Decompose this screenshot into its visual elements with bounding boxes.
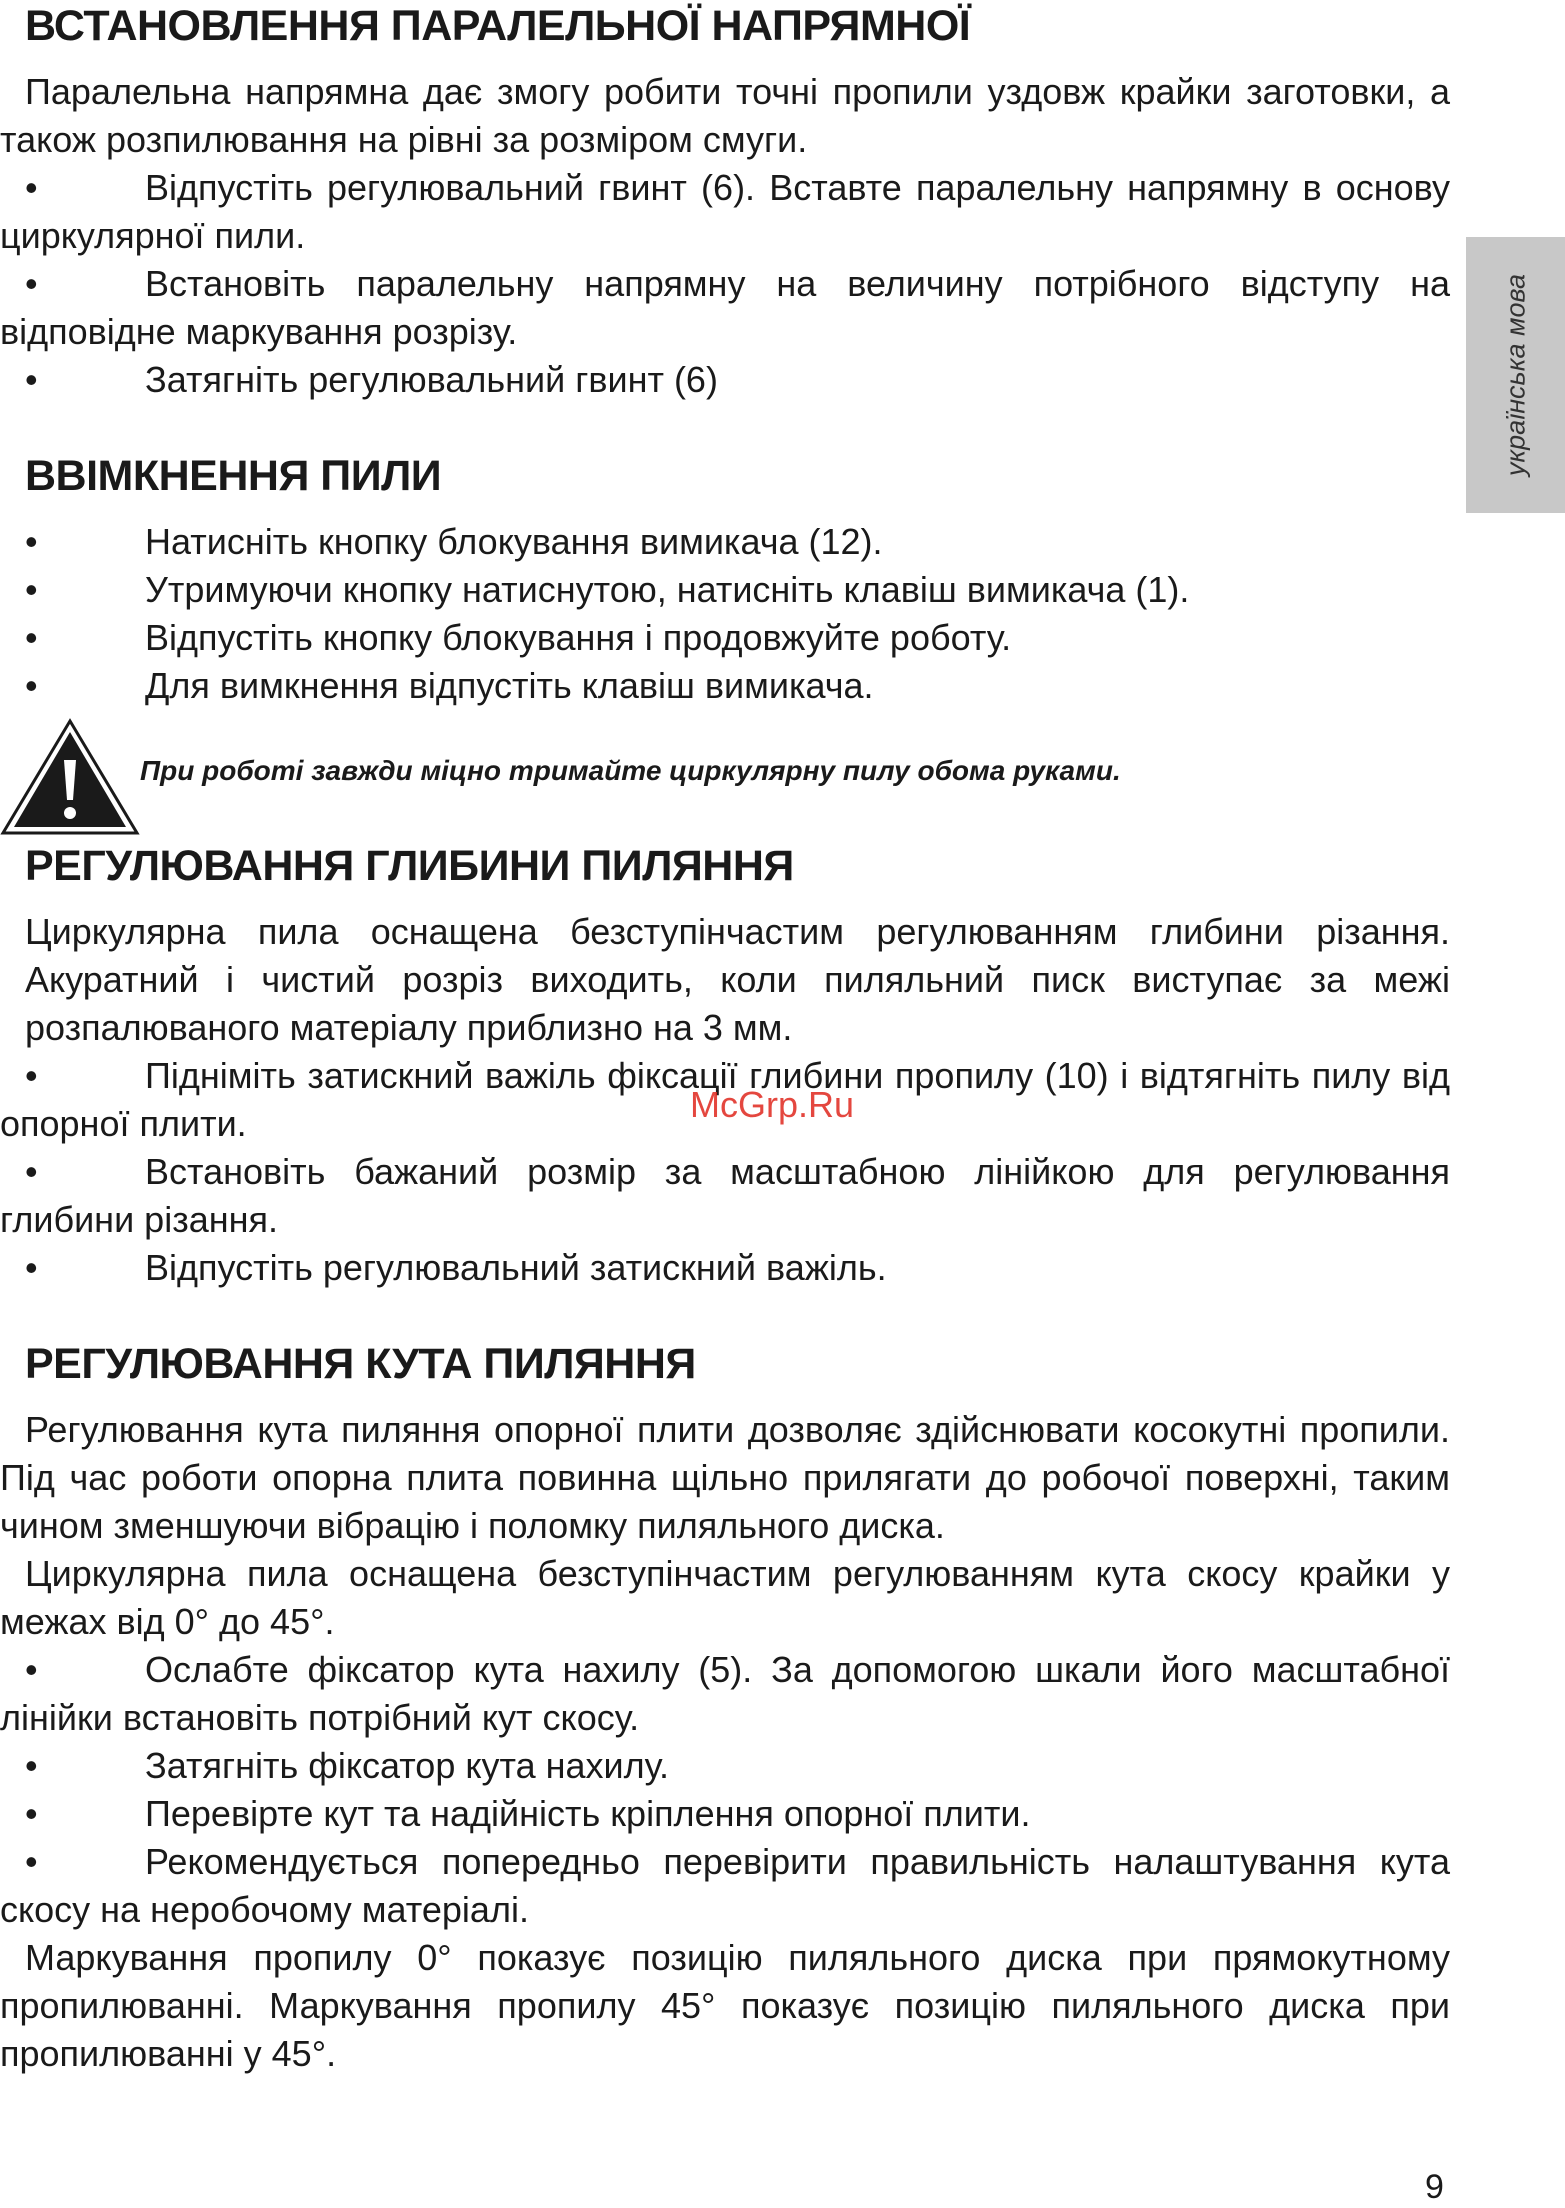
section-angle-outro: Маркування пропилу 0° показує позицію пиляльного диска при прямокутному пропилюванні. Маркування пропилу 45° показує позицію пиляльного диска при пропилюванні у 45°. bbox=[0, 1937, 1450, 2074]
section-parallel-guide-title: ВСТАНОВЛЕННЯ ПАРАЛЕЛЬНОЇ НАПРЯМНОЇ bbox=[25, 2, 971, 50]
language-side-tab bbox=[1466, 237, 1565, 513]
list-item: • Встановіть бажаний розмір за масштабною лінійкою для регулювання глибини різання. bbox=[0, 1151, 1450, 1240]
section-switch-on-title: ВВІМКНЕННЯ ПИЛИ bbox=[25, 452, 442, 500]
list-item: • Утримуючи кнопку натиснутою, натисніть клавіш вимикача (1). bbox=[25, 569, 1190, 610]
language-label: українська мова bbox=[1500, 273, 1530, 477]
section-angle-title: РЕГУЛЮВАННЯ КУТА ПИЛЯННЯ bbox=[25, 1340, 696, 1388]
page-number: 9 bbox=[1425, 2168, 1444, 2206]
warning-text: При роботі завжди міцно тримайте циркулярну пилу обома руками. bbox=[140, 755, 1121, 786]
list-item: • Ослабте фіксатор кута нахилу (5). За допомогою шкали його масштабної лінійки встановіть потрібний кут скосу. bbox=[0, 1649, 1450, 1738]
section-depth-intro: Циркулярна пила оснащена безступінчастим регулюванням глибини різання. Акуратний і чистий розріз виходить, коли пиляльний писк виступає за межі розпалюваного матеріалу приблизно на 3 мм. bbox=[25, 911, 1450, 1048]
section-depth-title: РЕГУЛЮВАННЯ ГЛИБИНИ ПИЛЯННЯ bbox=[25, 842, 794, 890]
list-item: • Встановіть паралельну напрямну на величину потрібного відступу на відповідне маркування розрізу. bbox=[0, 263, 1450, 352]
list-item: • Натисніть кнопку блокування вимикача (12). bbox=[25, 521, 883, 562]
list-item: • Для вимкнення відпустіть клавіш вимикача. bbox=[25, 665, 874, 706]
section-angle-intro-1: Регулювання кута пиляння опорної плити дозволяє здійснювати косокутні пропили. Під час роботи опорна плита повинна щільно прилягати до робочої поверхні, таким чином зменшуючи вібрацію і поломку пиляльного диска. bbox=[0, 1409, 1450, 1546]
list-item: • Відпустіть кнопку блокування і продовжуйте роботу. bbox=[25, 617, 1012, 658]
list-item: • Затягніть регулювальний гвинт (6) bbox=[25, 359, 718, 400]
list-item: • Рекомендується попередньо перевірити правильність налаштування кута скосу на неробочому матеріалі. bbox=[0, 1841, 1450, 1930]
section-angle-intro-2: Циркулярна пила оснащена безступінчастим регулюванням кута скосу крайки у межах від 0° до 45°. bbox=[0, 1553, 1450, 1642]
list-item: • Відпустіть регулювальний затискний важіль. bbox=[25, 1247, 887, 1288]
warning-triangle-icon bbox=[0, 718, 140, 836]
list-item: • Затягніть фіксатор кута нахилу. bbox=[25, 1745, 670, 1786]
warning-block bbox=[0, 718, 1450, 836]
list-item: • Підніміть затискний важіль фіксації глибини пропилу (10) і відтягніть пилу від опорної плити. bbox=[0, 1055, 1450, 1144]
list-item: • Відпустіть регулювальний гвинт (6). Вставте паралельну напрямну в основу циркулярної пили. bbox=[0, 167, 1450, 256]
section-parallel-guide-intro: Паралельна напрямна дає змогу робити точні пропили уздовж крайки заготовки, а також розпилювання на рівні за розміром смуги. bbox=[0, 71, 1450, 160]
watermark: McGrp.Ru bbox=[690, 1084, 855, 1125]
list-item: • Перевірте кут та надійність кріплення опорної плити. bbox=[25, 1793, 1031, 1834]
